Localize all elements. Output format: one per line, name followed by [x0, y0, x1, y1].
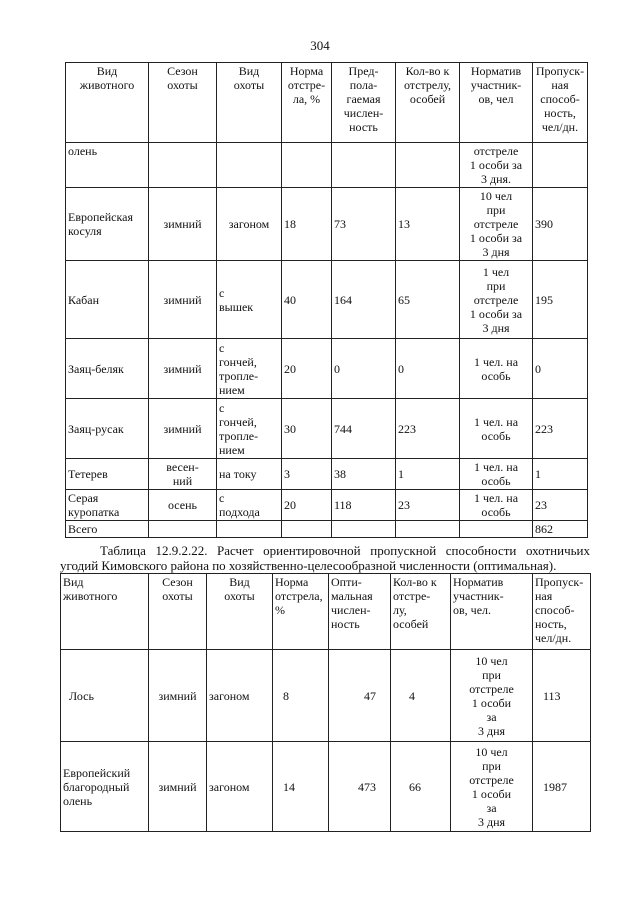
- table-cell: Тетерев: [66, 459, 149, 490]
- table1-header-animal: Вид животного: [66, 63, 149, 143]
- table-caption: Таблица 12.9.2.22. Расчет ориентировочной пропускной способности охотничьих угодий Кимовского района по хозяйственно-целесообразной численности (оптимальная).: [60, 543, 590, 573]
- table-cell: зимний: [149, 339, 217, 399]
- table-cell: 20: [282, 339, 332, 399]
- table-cell: 164: [332, 261, 396, 339]
- table-cell: 1 чел при отстреле 1 особи за 3 дня: [460, 261, 533, 339]
- table-cell: 473: [329, 742, 391, 832]
- table-cell: осень: [149, 490, 217, 521]
- table-row: [66, 490, 588, 521]
- table-cell: загоном: [207, 742, 273, 832]
- table-cell: [396, 521, 460, 538]
- table-cell: 1 чел. на особь: [460, 339, 533, 399]
- table-cell: 66: [391, 742, 451, 832]
- table-cell: зимний: [149, 261, 217, 339]
- table1-header-participants: Норматив участник- ов, чел: [460, 63, 533, 143]
- table-cell: Лось: [61, 650, 149, 742]
- table-cell: 4: [391, 650, 451, 742]
- table-row: [66, 143, 588, 188]
- table-cell: Европейская косуля: [66, 188, 149, 261]
- table2-header-hunt-type: Вид охоты: [207, 574, 273, 650]
- table-cell: 1 чел. на особь: [460, 399, 533, 459]
- table-cell: 40: [282, 261, 332, 339]
- table-cell: 65: [396, 261, 460, 339]
- table-cell: с гончей, тропле- нием: [217, 339, 282, 399]
- table-row: [66, 339, 588, 399]
- table-cell: 0: [396, 339, 460, 399]
- table-cell: загоном: [217, 188, 282, 261]
- table-cell: 390: [533, 188, 588, 261]
- table-cell: [217, 521, 282, 538]
- table1-header-hunt-type: Вид охоты: [217, 63, 282, 143]
- table2-header-capacity: Пропуск- ная способ- ность, чел/дн.: [533, 574, 591, 650]
- table-cell: Европейский благородный олень: [61, 742, 149, 832]
- table-cell: 73: [332, 188, 396, 261]
- table1-header-population: Пред- пола- гаемая числен- ность: [332, 63, 396, 143]
- table-cell: 118: [332, 490, 396, 521]
- table-cell: 20: [282, 490, 332, 521]
- table-cell: 18: [282, 188, 332, 261]
- table-cell: 1 чел. на особь: [460, 490, 533, 521]
- table-cell: Всего: [66, 521, 149, 538]
- table-cell: 862: [533, 521, 588, 538]
- table1-header-quota: Кол-во к отстрелу, особей: [396, 63, 460, 143]
- table-cell: [149, 143, 217, 188]
- table-cell: с подхода: [217, 490, 282, 521]
- table-cell: 0: [332, 339, 396, 399]
- table-cell: 1: [396, 459, 460, 490]
- table-cell: 195: [533, 261, 588, 339]
- table2-header-quota: Кол-во к отстре- лу, особей: [391, 574, 451, 650]
- table-cell: 38: [332, 459, 396, 490]
- table-cell: Заяц-русак: [66, 399, 149, 459]
- table-cell: 10 чел при отстреле 1 особи за 3 дня: [460, 188, 533, 261]
- table-cell: зимний: [149, 188, 217, 261]
- table2-header-participants: Норматив участник- ов, чел.: [451, 574, 533, 650]
- table-cell: 10 чел при отстреле 1 особи за 3 дня: [451, 742, 533, 832]
- optimal-capacity-table: [60, 573, 591, 832]
- table-cell: зимний: [149, 742, 207, 832]
- table2-header-animal: Вид животного: [61, 574, 149, 650]
- table-cell: 8: [273, 650, 329, 742]
- table2-header-population: Опти- мальная числен- ность: [329, 574, 391, 650]
- table-row: [66, 261, 588, 339]
- table-cell: 1 чел. на особь: [460, 459, 533, 490]
- table-row: [61, 650, 591, 742]
- table1-header-row: [66, 63, 588, 143]
- table-cell: отстреле 1 особи за 3 дня.: [460, 143, 533, 188]
- table-cell: 113: [533, 650, 591, 742]
- table-cell: на току: [217, 459, 282, 490]
- table-cell: весен- ний: [149, 459, 217, 490]
- table-cell: с вышек: [217, 261, 282, 339]
- table-cell: 1987: [533, 742, 591, 832]
- table-cell: 14: [273, 742, 329, 832]
- table2-header-season: Сезон охоты: [149, 574, 207, 650]
- table-cell: олень: [66, 143, 149, 188]
- table2-header-norm: Норма отстрела, %: [273, 574, 329, 650]
- table-cell: [396, 143, 460, 188]
- table-row: [66, 459, 588, 490]
- table-cell: Заяц-беляк: [66, 339, 149, 399]
- table-cell: Кабан: [66, 261, 149, 339]
- table1-header-season: Сезон охоты: [149, 63, 217, 143]
- table-row: [66, 188, 588, 261]
- table1-header-capacity: Пропуск- ная способ- ность, чел/дн.: [533, 63, 588, 143]
- table-cell: 47: [329, 650, 391, 742]
- table-row: [66, 399, 588, 459]
- table-cell: 23: [533, 490, 588, 521]
- table-row: [61, 742, 591, 832]
- table-cell: 223: [533, 399, 588, 459]
- table-cell: зимний: [149, 650, 207, 742]
- table-cell: 23: [396, 490, 460, 521]
- table-cell: 13: [396, 188, 460, 261]
- page-number: 304: [310, 38, 330, 53]
- table-cell: [217, 143, 282, 188]
- table-cell: 0: [533, 339, 588, 399]
- table-cell: 1: [533, 459, 588, 490]
- table-cell: [149, 521, 217, 538]
- table-total-row: [66, 521, 588, 538]
- table-cell: [332, 143, 396, 188]
- table1-header-norm: Норма отстре- ла, %: [282, 63, 332, 143]
- hunting-capacity-table: [65, 62, 588, 538]
- table-cell: [332, 521, 396, 538]
- table-cell: [282, 521, 332, 538]
- table-cell: 223: [396, 399, 460, 459]
- table-cell: с гончей, тропле- нием: [217, 399, 282, 459]
- table-cell: 10 чел при отстреле 1 особи за 3 дня: [451, 650, 533, 742]
- table2-header-row: [61, 574, 591, 650]
- table-cell: 30: [282, 399, 332, 459]
- table-cell: [460, 521, 533, 538]
- table-cell: [282, 143, 332, 188]
- table-cell: 3: [282, 459, 332, 490]
- table-cell: зимний: [149, 399, 217, 459]
- table-cell: 744: [332, 399, 396, 459]
- table-cell: Серая куропатка: [66, 490, 149, 521]
- table-cell: загоном: [207, 650, 273, 742]
- table-cell: [533, 143, 588, 188]
